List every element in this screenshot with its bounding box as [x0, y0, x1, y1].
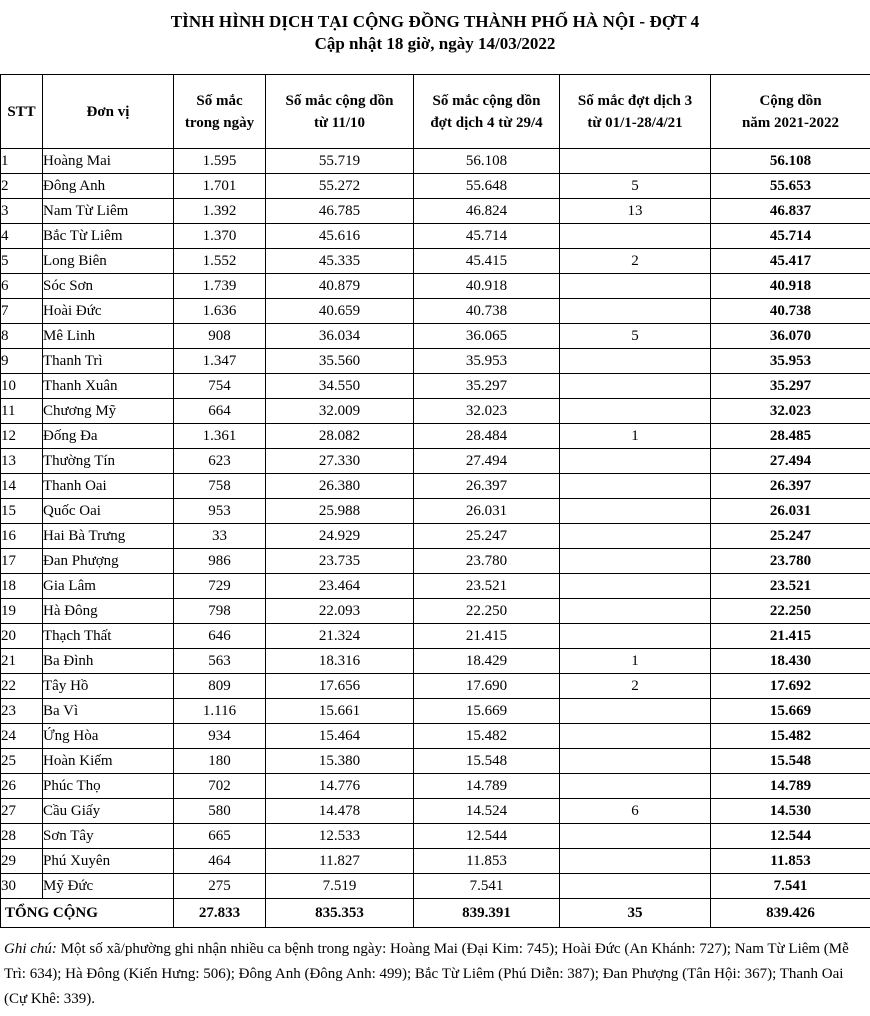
cell-cum-wave4: 14.524 — [414, 799, 560, 824]
cell-cum-wave4: 46.824 — [414, 199, 560, 224]
cell-cum-1110: 25.988 — [266, 499, 414, 524]
cell-cum-wave4: 22.250 — [414, 599, 560, 624]
cell-daily: 33 — [174, 524, 266, 549]
cell-wave3 — [560, 449, 711, 474]
cell-unit: Gia Lâm — [43, 574, 174, 599]
cell-unit: Thanh Trì — [43, 349, 174, 374]
total-label: TỔNG CỘNG — [1, 899, 174, 928]
cell-daily: 754 — [174, 374, 266, 399]
cell-wave3 — [560, 699, 711, 724]
cell-daily: 1.701 — [174, 174, 266, 199]
column-header-cum-1110 — [266, 75, 414, 149]
cell-wave3 — [560, 499, 711, 524]
cell-stt: 20 — [1, 624, 43, 649]
cell-unit: Thường Tín — [43, 449, 174, 474]
column-header-line: Số mắc cộng dồn — [285, 92, 394, 109]
cell-daily: 798 — [174, 599, 266, 624]
table-row — [1, 174, 870, 199]
cell-cum-1110: 15.661 — [266, 699, 414, 724]
column-header-line: Số mắc đợt dịch 3 — [577, 92, 693, 109]
total-value: 27.833 — [174, 899, 266, 928]
cell-cum-wave4: 27.494 — [414, 449, 560, 474]
page-title: TÌNH HÌNH DỊCH TẠI CỘNG ĐỒNG THÀNH PHỐ HÀ NỘI - ĐỢT 4 — [170, 12, 700, 31]
cell-cum-1110: 15.380 — [266, 749, 414, 774]
table-row — [1, 724, 870, 749]
cell-daily: 580 — [174, 799, 266, 824]
cell-cum-1110: 55.719 — [266, 149, 414, 174]
column-header-daily — [174, 75, 266, 149]
cell-total-2021-2022: 26.031 — [711, 499, 870, 524]
cell-wave3 — [560, 849, 711, 874]
column-header-line: trong ngày — [184, 114, 255, 131]
cell-total-2021-2022: 40.918 — [711, 274, 870, 299]
cell-unit: Thanh Xuân — [43, 374, 174, 399]
cell-total-2021-2022: 22.250 — [711, 599, 870, 624]
cell-cum-wave4: 12.544 — [414, 824, 560, 849]
total-value: 35 — [560, 899, 711, 928]
total-value: 835.353 — [266, 899, 414, 928]
cell-unit: Đống Đa — [43, 424, 174, 449]
cell-unit: Phú Xuyên — [43, 849, 174, 874]
cell-daily: 665 — [174, 824, 266, 849]
cell-daily: 986 — [174, 549, 266, 574]
cell-wave3: 5 — [560, 174, 711, 199]
page-subtitle: Cập nhật 18 giờ, ngày 14/03/2022 — [314, 34, 556, 53]
cell-total-2021-2022: 15.482 — [711, 724, 870, 749]
cell-total-2021-2022: 23.521 — [711, 574, 870, 599]
cell-cum-1110: 23.735 — [266, 549, 414, 574]
cell-cum-wave4: 23.780 — [414, 549, 560, 574]
cell-cum-1110: 45.335 — [266, 249, 414, 274]
cell-unit: Bắc Từ Liêm — [43, 224, 174, 249]
cell-daily: 180 — [174, 749, 266, 774]
cell-wave3 — [560, 524, 711, 549]
footnote-text: Một số xã/phường ghi nhận nhiều ca bệnh trong ngày: Hoàng Mai (Đại Kim: 745); Hoài Đức (An Khánh: 727); Nam Từ Liêm (Mễ Trì: 634); Hà Đông (Kiến Hưng: 506); Đông Anh (Đông Anh: 499); Bắc Từ Liêm (Phú Diễn: 387); Đan Phượng (Tân Hội: 367); Thanh Oai (Cự Khê: 339). — [4, 941, 849, 1007]
cell-cum-wave4: 45.415 — [414, 249, 560, 274]
cell-cum-1110: 34.550 — [266, 374, 414, 399]
total-value: 839.426 — [711, 899, 870, 928]
cell-total-2021-2022: 56.108 — [711, 149, 870, 174]
cell-cum-wave4: 15.482 — [414, 724, 560, 749]
cell-unit: Sóc Sơn — [43, 274, 174, 299]
cell-unit: Đông Anh — [43, 174, 174, 199]
cell-wave3: 1 — [560, 424, 711, 449]
cell-stt: 30 — [1, 874, 43, 899]
cell-stt: 16 — [1, 524, 43, 549]
cell-unit: Mê Linh — [43, 324, 174, 349]
cell-total-2021-2022: 28.485 — [711, 424, 870, 449]
column-header-line: đợt dịch 4 từ 29/4 — [430, 114, 543, 131]
cell-daily: 275 — [174, 874, 266, 899]
cell-stt: 7 — [1, 299, 43, 324]
cell-daily: 1.116 — [174, 699, 266, 724]
cell-total-2021-2022: 23.780 — [711, 549, 870, 574]
cell-total-2021-2022: 21.415 — [711, 624, 870, 649]
cell-cum-1110: 36.034 — [266, 324, 414, 349]
cell-daily: 908 — [174, 324, 266, 349]
cell-stt: 2 — [1, 174, 43, 199]
table-row — [1, 499, 870, 524]
cell-stt: 3 — [1, 199, 43, 224]
cell-cum-wave4: 14.789 — [414, 774, 560, 799]
column-header-cum-wave4 — [414, 75, 560, 149]
table-row — [1, 399, 870, 424]
table-row — [1, 324, 870, 349]
cell-stt: 21 — [1, 649, 43, 674]
cell-wave3 — [560, 474, 711, 499]
table-row — [1, 774, 870, 799]
cell-cum-wave4: 26.397 — [414, 474, 560, 499]
table-row — [1, 549, 870, 574]
cell-cum-wave4: 15.669 — [414, 699, 560, 724]
cell-daily: 623 — [174, 449, 266, 474]
cell-wave3 — [560, 399, 711, 424]
cell-cum-wave4: 23.521 — [414, 574, 560, 599]
cell-stt: 17 — [1, 549, 43, 574]
cell-unit: Hoàn Kiếm — [43, 749, 174, 774]
cell-total-2021-2022: 15.548 — [711, 749, 870, 774]
cell-cum-1110: 14.776 — [266, 774, 414, 799]
cell-total-2021-2022: 35.953 — [711, 349, 870, 374]
table-row — [1, 474, 870, 499]
cell-total-2021-2022: 15.669 — [711, 699, 870, 724]
cell-cum-1110: 35.560 — [266, 349, 414, 374]
cell-daily: 646 — [174, 624, 266, 649]
cell-daily: 1.361 — [174, 424, 266, 449]
footnote — [4, 937, 866, 1012]
column-header-line: năm 2021-2022 — [741, 114, 840, 131]
cell-stt: 10 — [1, 374, 43, 399]
column-header-line: từ 01/1-28/4/21 — [587, 114, 683, 131]
cell-daily: 809 — [174, 674, 266, 699]
cell-stt: 11 — [1, 399, 43, 424]
cell-daily: 1.392 — [174, 199, 266, 224]
cell-cum-wave4: 26.031 — [414, 499, 560, 524]
cell-cum-1110: 15.464 — [266, 724, 414, 749]
cell-daily: 1.739 — [174, 274, 266, 299]
cell-daily: 702 — [174, 774, 266, 799]
table-row — [1, 824, 870, 849]
cell-unit: Thạch Thất — [43, 624, 174, 649]
cell-cum-1110: 18.316 — [266, 649, 414, 674]
cell-total-2021-2022: 18.430 — [711, 649, 870, 674]
table-row — [1, 874, 870, 899]
cell-total-2021-2022: 35.297 — [711, 374, 870, 399]
cell-daily: 464 — [174, 849, 266, 874]
cell-cum-1110: 26.380 — [266, 474, 414, 499]
cell-cum-1110: 12.533 — [266, 824, 414, 849]
cell-daily: 1.370 — [174, 224, 266, 249]
cell-unit: Hoàng Mai — [43, 149, 174, 174]
cell-cum-1110: 45.616 — [266, 224, 414, 249]
table-row — [1, 449, 870, 474]
cell-cum-1110: 21.324 — [266, 624, 414, 649]
cell-unit: Quốc Oai — [43, 499, 174, 524]
cell-cum-wave4: 35.953 — [414, 349, 560, 374]
cell-stt: 12 — [1, 424, 43, 449]
cell-stt: 26 — [1, 774, 43, 799]
cell-stt: 8 — [1, 324, 43, 349]
table-row — [1, 749, 870, 774]
cell-unit: Nam Từ Liêm — [43, 199, 174, 224]
cell-total-2021-2022: 32.023 — [711, 399, 870, 424]
cell-cum-1110: 17.656 — [266, 674, 414, 699]
cell-cum-wave4: 11.853 — [414, 849, 560, 874]
column-header-unit — [43, 75, 174, 149]
cell-cum-wave4: 25.247 — [414, 524, 560, 549]
cell-daily: 1.347 — [174, 349, 266, 374]
cell-cum-1110: 32.009 — [266, 399, 414, 424]
cell-wave3: 2 — [560, 674, 711, 699]
cell-daily: 758 — [174, 474, 266, 499]
cell-daily: 1.552 — [174, 249, 266, 274]
table-row — [1, 849, 870, 874]
cell-cum-1110: 14.478 — [266, 799, 414, 824]
cell-total-2021-2022: 46.837 — [711, 199, 870, 224]
cell-unit: Long Biên — [43, 249, 174, 274]
cell-cum-1110: 7.519 — [266, 874, 414, 899]
cell-cum-1110: 40.879 — [266, 274, 414, 299]
cell-cum-wave4: 21.415 — [414, 624, 560, 649]
cell-unit: Ba Đình — [43, 649, 174, 674]
cell-unit: Mỹ Đức — [43, 874, 174, 899]
cell-cum-wave4: 7.541 — [414, 874, 560, 899]
cell-daily: 664 — [174, 399, 266, 424]
column-header-line: STT — [7, 103, 36, 120]
cell-wave3 — [560, 274, 711, 299]
table-row — [1, 224, 870, 249]
total-row — [1, 899, 870, 928]
table-row — [1, 149, 870, 174]
cell-total-2021-2022: 45.417 — [711, 249, 870, 274]
cell-stt: 1 — [1, 149, 43, 174]
table-header-row — [1, 75, 870, 149]
cell-unit: Đan Phượng — [43, 549, 174, 574]
cell-daily: 1.636 — [174, 299, 266, 324]
table-row — [1, 349, 870, 374]
cell-wave3 — [560, 224, 711, 249]
cell-stt: 19 — [1, 599, 43, 624]
cell-cum-1110: 55.272 — [266, 174, 414, 199]
cell-unit: Sơn Tây — [43, 824, 174, 849]
total-value: 839.391 — [414, 899, 560, 928]
column-header-line: Đơn vị — [86, 103, 130, 120]
table-row — [1, 199, 870, 224]
cell-stt: 9 — [1, 349, 43, 374]
cell-total-2021-2022: 17.692 — [711, 674, 870, 699]
table-row — [1, 599, 870, 624]
cell-daily: 563 — [174, 649, 266, 674]
cell-unit: Ba Vì — [43, 699, 174, 724]
table-row — [1, 674, 870, 699]
cell-wave3: 2 — [560, 249, 711, 274]
cell-wave3 — [560, 374, 711, 399]
cell-cum-1110: 24.929 — [266, 524, 414, 549]
cell-total-2021-2022: 55.653 — [711, 174, 870, 199]
cell-stt: 29 — [1, 849, 43, 874]
table-row — [1, 249, 870, 274]
cell-total-2021-2022: 11.853 — [711, 849, 870, 874]
cell-unit: Thanh Oai — [43, 474, 174, 499]
table-row — [1, 799, 870, 824]
cell-unit: Tây Hồ — [43, 674, 174, 699]
column-header-line: từ 11/10 — [313, 114, 366, 131]
cell-wave3: 5 — [560, 324, 711, 349]
cell-stt: 28 — [1, 824, 43, 849]
cell-cum-wave4: 56.108 — [414, 149, 560, 174]
cell-wave3 — [560, 599, 711, 624]
table-row — [1, 299, 870, 324]
table-row — [1, 624, 870, 649]
cell-cum-wave4: 36.065 — [414, 324, 560, 349]
cell-cum-1110: 23.464 — [266, 574, 414, 599]
cell-unit: Ứng Hòa — [43, 724, 174, 749]
cell-stt: 5 — [1, 249, 43, 274]
column-header-line: Cộng dồn — [759, 92, 822, 109]
cell-unit: Cầu Giấy — [43, 799, 174, 824]
cell-wave3: 13 — [560, 199, 711, 224]
cell-stt: 13 — [1, 449, 43, 474]
column-header-stt — [1, 75, 43, 149]
cell-unit: Chương Mỹ — [43, 399, 174, 424]
document-header — [0, 0, 870, 63]
table-row — [1, 424, 870, 449]
cell-wave3 — [560, 624, 711, 649]
cell-cum-wave4: 40.738 — [414, 299, 560, 324]
cell-wave3 — [560, 149, 711, 174]
cell-daily: 953 — [174, 499, 266, 524]
cell-stt: 22 — [1, 674, 43, 699]
cell-cum-wave4: 15.548 — [414, 749, 560, 774]
cell-cum-wave4: 45.714 — [414, 224, 560, 249]
cell-wave3 — [560, 824, 711, 849]
cell-stt: 24 — [1, 724, 43, 749]
cell-cum-wave4: 40.918 — [414, 274, 560, 299]
cell-cum-wave4: 32.023 — [414, 399, 560, 424]
cell-cum-wave4: 17.690 — [414, 674, 560, 699]
cell-wave3: 6 — [560, 799, 711, 824]
cell-daily: 1.595 — [174, 149, 266, 174]
cell-total-2021-2022: 12.544 — [711, 824, 870, 849]
cell-wave3: 1 — [560, 649, 711, 674]
cell-unit: Phúc Thọ — [43, 774, 174, 799]
cell-stt: 25 — [1, 749, 43, 774]
column-header-line: Số mắc cộng dồn — [432, 92, 541, 109]
table-body — [1, 149, 870, 928]
column-header-wave3 — [560, 75, 711, 149]
column-header-line: Số mắc — [196, 92, 243, 109]
cell-total-2021-2022: 45.714 — [711, 224, 870, 249]
cell-total-2021-2022: 25.247 — [711, 524, 870, 549]
cell-total-2021-2022: 14.530 — [711, 799, 870, 824]
cell-stt: 15 — [1, 499, 43, 524]
cell-wave3 — [560, 724, 711, 749]
cell-total-2021-2022: 27.494 — [711, 449, 870, 474]
cell-stt: 27 — [1, 799, 43, 824]
cell-stt: 23 — [1, 699, 43, 724]
cell-wave3 — [560, 549, 711, 574]
cell-total-2021-2022: 14.789 — [711, 774, 870, 799]
cell-stt: 4 — [1, 224, 43, 249]
cell-stt: 6 — [1, 274, 43, 299]
table-row — [1, 374, 870, 399]
cell-total-2021-2022: 26.397 — [711, 474, 870, 499]
cell-total-2021-2022: 40.738 — [711, 299, 870, 324]
cell-cum-wave4: 28.484 — [414, 424, 560, 449]
cell-daily: 934 — [174, 724, 266, 749]
cell-cum-wave4: 18.429 — [414, 649, 560, 674]
cell-wave3 — [560, 874, 711, 899]
cell-wave3 — [560, 774, 711, 799]
cell-cum-1110: 27.330 — [266, 449, 414, 474]
table-row — [1, 574, 870, 599]
table-row — [1, 699, 870, 724]
cell-unit: Hoài Đức — [43, 299, 174, 324]
cases-table — [0, 74, 870, 928]
table-row — [1, 274, 870, 299]
footnote-label: Ghi chú: — [4, 941, 57, 957]
cell-stt: 14 — [1, 474, 43, 499]
table-row — [1, 524, 870, 549]
cell-cum-1110: 11.827 — [266, 849, 414, 874]
column-header-total-2021-2022 — [711, 75, 870, 149]
cell-total-2021-2022: 7.541 — [711, 874, 870, 899]
cell-cum-1110: 28.082 — [266, 424, 414, 449]
cell-wave3 — [560, 574, 711, 599]
cell-unit: Hai Bà Trưng — [43, 524, 174, 549]
cell-wave3 — [560, 299, 711, 324]
cell-wave3 — [560, 349, 711, 374]
cell-cum-wave4: 35.297 — [414, 374, 560, 399]
cell-cum-1110: 40.659 — [266, 299, 414, 324]
cell-total-2021-2022: 36.070 — [711, 324, 870, 349]
cell-stt: 18 — [1, 574, 43, 599]
cell-wave3 — [560, 749, 711, 774]
cell-cum-1110: 46.785 — [266, 199, 414, 224]
cell-cum-wave4: 55.648 — [414, 174, 560, 199]
table-row — [1, 649, 870, 674]
cell-daily: 729 — [174, 574, 266, 599]
cell-unit: Hà Đông — [43, 599, 174, 624]
cell-cum-1110: 22.093 — [266, 599, 414, 624]
